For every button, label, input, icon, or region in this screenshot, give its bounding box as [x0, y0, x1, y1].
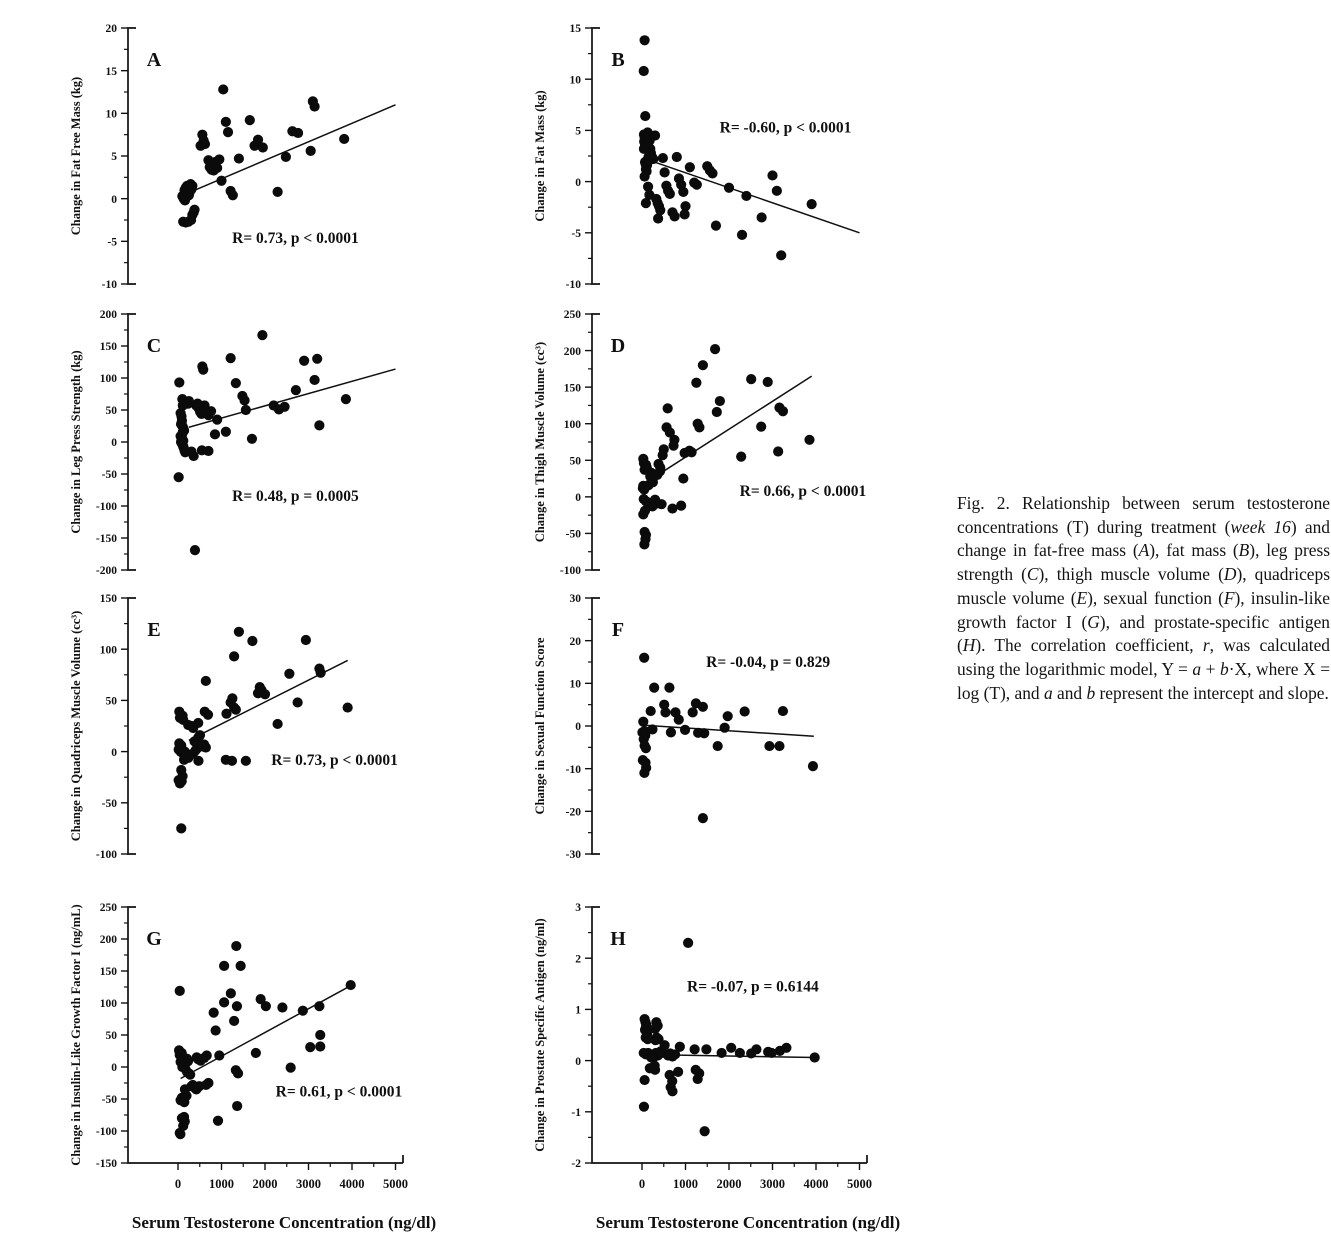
- figure-caption: Fig. 2. Relationship between serum testosterone concentrations (T) during treatment (week 16) and change in fat-free mass (A), fat mass (B), leg press strength (C), thigh muscle volume (D), quadriceps muscle volume (E), sexual function (F), insulin-like growth factor I (G), and prostate-specific antigen (H). The correlation coefficient, r, was calculated using the logarithmic model, Y = a + b·X, where X = log (T), and a and b represent the intercept and slope.: [957, 493, 1331, 703]
- svg-text:-100: -100: [95, 501, 117, 514]
- svg-text:100: 100: [99, 644, 117, 657]
- svg-text:-2: -2: [571, 1158, 581, 1171]
- panel-e-chart: [58, 578, 492, 873]
- svg-text:20: 20: [105, 23, 117, 36]
- svg-text:-20: -20: [565, 806, 581, 819]
- y-axis-title: Change in Fat Free Mass (kg): [69, 76, 83, 236]
- svg-text:3: 3: [575, 902, 581, 915]
- y-axis-title: Change in Fat Mass (kg): [533, 90, 547, 222]
- scatter-plot-g: [58, 887, 492, 1247]
- svg-text:5000: 5000: [847, 1177, 872, 1191]
- svg-text:5000: 5000: [383, 1177, 408, 1191]
- svg-text:150: 150: [563, 382, 581, 395]
- correlation-annotation: R= 0.73, p < 0.0001: [232, 229, 359, 247]
- panel-letter: F: [611, 619, 625, 641]
- y-axis-title: Change in Insulin-Like Growth Factor I (ng/mL): [69, 904, 83, 1166]
- svg-text:3000: 3000: [760, 1177, 785, 1191]
- panel-letter: A: [146, 49, 162, 71]
- panel-f-chart: [522, 578, 956, 873]
- svg-text:250: 250: [99, 902, 117, 915]
- correlation-annotation: R= -0.60, p < 0.0001: [719, 119, 852, 137]
- panel-c-chart: [58, 294, 492, 589]
- svg-text:100: 100: [99, 373, 117, 386]
- svg-text:-50: -50: [565, 528, 581, 541]
- svg-text:30: 30: [569, 593, 581, 606]
- svg-text:0: 0: [575, 721, 581, 734]
- scatter-plot-e: [58, 578, 492, 868]
- svg-text:0: 0: [111, 746, 117, 759]
- scatter-plot-f: [522, 578, 956, 868]
- svg-text:0: 0: [575, 492, 581, 505]
- svg-text:0: 0: [111, 193, 117, 206]
- correlation-annotation: R= 0.66, p < 0.0001: [739, 483, 867, 501]
- svg-text:150: 150: [99, 966, 117, 979]
- svg-text:50: 50: [105, 695, 117, 708]
- panel-letter: G: [146, 928, 162, 950]
- svg-text:50: 50: [105, 1030, 117, 1043]
- svg-text:4000: 4000: [803, 1177, 829, 1191]
- y-axis-title: Change in Leg Press Strength (kg): [69, 350, 83, 534]
- panel-letter: E: [147, 619, 161, 641]
- x-axis-title: Serum Testosterone Concentration (ng/dl): [595, 1213, 901, 1232]
- correlation-annotation: R= -0.04, p = 0.829: [706, 654, 831, 671]
- svg-text:-10: -10: [565, 763, 581, 776]
- svg-text:100: 100: [563, 418, 581, 431]
- svg-text:2000: 2000: [716, 1177, 742, 1191]
- svg-text:15: 15: [105, 65, 117, 78]
- scatter-plot-h: [522, 887, 956, 1247]
- svg-text:-50: -50: [101, 1094, 117, 1107]
- svg-text:2: 2: [575, 953, 581, 966]
- panel-letter: H: [610, 928, 626, 950]
- svg-text:-100: -100: [95, 849, 117, 862]
- svg-text:-10: -10: [101, 279, 117, 292]
- panel-letter: C: [146, 335, 162, 357]
- x-axis-title: Serum Testosterone Concentration (ng/dl): [131, 1213, 437, 1232]
- svg-text:10: 10: [569, 678, 581, 691]
- svg-text:-200: -200: [95, 565, 117, 578]
- svg-text:1000: 1000: [673, 1177, 698, 1191]
- svg-text:-1: -1: [571, 1107, 581, 1119]
- svg-text:0: 0: [638, 1177, 646, 1191]
- y-axis-title: Change in Prostate Specific Antigen (ng/ml): [533, 918, 547, 1152]
- scatter-plot-b: [522, 8, 956, 298]
- panel-letter: B: [611, 49, 625, 71]
- svg-text:20: 20: [569, 635, 581, 648]
- svg-text:-5: -5: [107, 236, 117, 249]
- panel-b-chart: [522, 8, 956, 303]
- svg-text:100: 100: [99, 998, 117, 1011]
- svg-text:0: 0: [111, 1062, 117, 1075]
- svg-text:2000: 2000: [252, 1177, 278, 1191]
- y-axis-title: Change in Thigh Muscle Volume (cc³): [533, 341, 547, 543]
- svg-text:150: 150: [99, 593, 117, 606]
- svg-text:-100: -100: [95, 1126, 117, 1139]
- svg-text:0: 0: [575, 176, 581, 189]
- svg-text:1: 1: [575, 1004, 581, 1017]
- panel-a-chart: [58, 8, 492, 303]
- correlation-annotation: R= 0.61, p < 0.0001: [275, 1083, 403, 1101]
- scatter-plot-a: [58, 8, 492, 298]
- svg-text:-10: -10: [565, 279, 581, 292]
- svg-text:200: 200: [99, 309, 117, 322]
- svg-text:50: 50: [105, 405, 117, 418]
- svg-text:-100: -100: [559, 565, 581, 578]
- svg-text:200: 200: [563, 345, 581, 358]
- svg-text:-50: -50: [101, 798, 117, 810]
- svg-text:250: 250: [563, 309, 581, 322]
- svg-text:10: 10: [105, 108, 117, 121]
- svg-text:-150: -150: [95, 533, 117, 546]
- y-axis-title: Change in Sexual Function Score: [533, 637, 547, 815]
- panel-h-chart: [522, 887, 956, 1252]
- correlation-annotation: R= 0.73, p < 0.0001: [271, 751, 398, 769]
- svg-text:0: 0: [111, 437, 117, 450]
- svg-text:-150: -150: [95, 1158, 117, 1171]
- svg-text:-5: -5: [571, 228, 581, 240]
- svg-text:15: 15: [569, 23, 581, 36]
- svg-text:0: 0: [575, 1055, 581, 1068]
- svg-text:3000: 3000: [296, 1177, 321, 1191]
- scatter-plot-c: [58, 294, 492, 584]
- svg-text:5: 5: [575, 125, 581, 138]
- svg-text:50: 50: [569, 455, 581, 468]
- svg-text:4000: 4000: [339, 1177, 365, 1191]
- svg-text:5: 5: [111, 151, 117, 164]
- y-axis-title: Change in Quadriceps Muscle Volume (cc³): [69, 610, 83, 842]
- panel-d-chart: [522, 294, 956, 589]
- svg-text:-50: -50: [101, 469, 117, 482]
- scatter-plot-d: [522, 294, 956, 584]
- correlation-annotation: R= 0.48, p = 0.0005: [232, 487, 359, 505]
- panel-letter: D: [610, 335, 626, 357]
- svg-text:1000: 1000: [209, 1177, 234, 1191]
- svg-text:0: 0: [174, 1177, 182, 1191]
- correlation-annotation: R= -0.07, p = 0.6144: [687, 978, 819, 996]
- panel-g-chart: [58, 887, 492, 1252]
- svg-text:10: 10: [569, 74, 581, 87]
- svg-text:150: 150: [99, 341, 117, 354]
- svg-text:-30: -30: [565, 849, 581, 862]
- svg-text:200: 200: [99, 934, 117, 947]
